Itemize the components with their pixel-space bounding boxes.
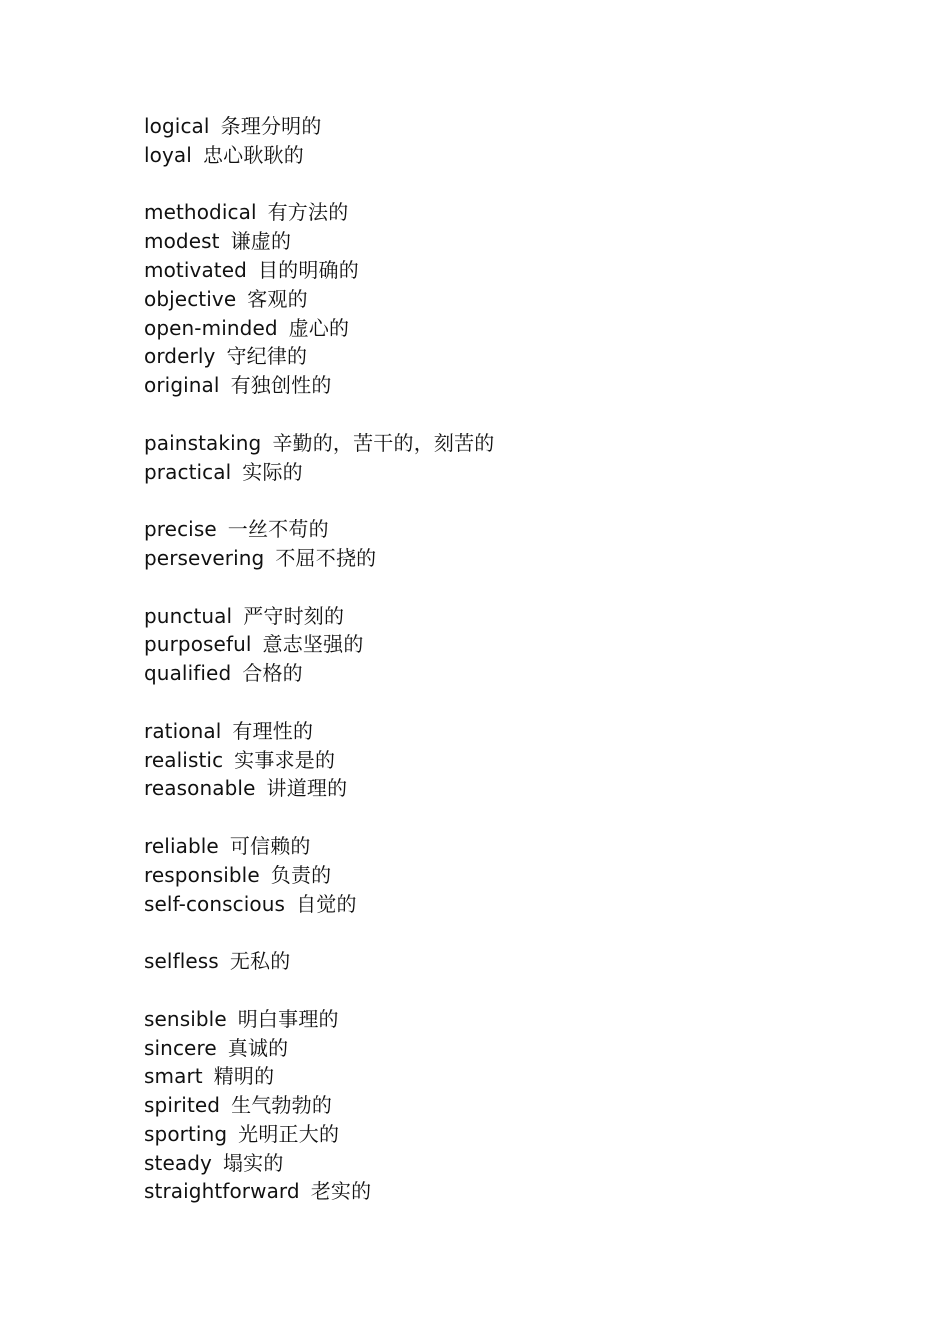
vocab-entry [144,832,844,861]
vocab-entry [144,890,844,919]
vocab-entry [144,746,844,775]
vocab-entry [144,1062,844,1091]
vocab-meaning: 谦虚的 [230,229,292,254]
vocab-term: original [144,373,220,398]
vocab-term: realistic [144,747,224,772]
vocab-entry [144,314,844,343]
entry-group-spacer [144,573,844,602]
vocab-term: self-conscious [144,891,286,916]
vocab-term: loyal [144,142,192,167]
vocab-term: modest [144,229,220,254]
vocab-meaning: 负责的 [270,862,332,887]
vocab-meaning: 有理性的 [232,718,314,743]
vocab-meaning: 虚心的 [288,315,350,340]
vocab-entry [144,1149,844,1178]
entry-group-spacer [144,400,844,429]
vocab-entry [144,256,844,285]
vocab-entry [144,544,844,573]
vocab-meaning: 目的明确的 [257,257,359,282]
vocab-term: smart [144,1064,203,1089]
vocab-entry [144,602,844,631]
vocab-entry [144,861,844,890]
vocab-term: responsible [144,862,260,887]
vocab-meaning: 光明正大的 [238,1121,340,1146]
vocab-term: selfless [144,949,219,974]
vocab-meaning: 老实的 [310,1179,372,1204]
vocab-entry [144,630,844,659]
vocab-entry [144,1005,844,1034]
vocab-meaning: 忠心耿耿的 [202,142,304,167]
vocab-meaning: 生气勃勃的 [231,1093,333,1118]
vocab-meaning: 不屈不挠的 [275,545,377,570]
vocab-term: orderly [144,344,216,369]
entry-group-spacer [144,803,844,832]
vocab-term: precise [144,517,217,542]
vocab-entry [144,1177,844,1206]
vocab-term: sporting [144,1121,228,1146]
vocab-entry [144,285,844,314]
vocabulary-list [144,112,844,1206]
vocab-entry [144,1091,844,1120]
vocab-entry [144,515,844,544]
vocab-term: qualified [144,661,232,686]
vocab-meaning: 自觉的 [296,891,357,916]
entry-group-spacer [144,688,844,717]
vocab-term: sensible [144,1006,227,1031]
vocab-meaning: 合格的 [242,661,303,686]
vocab-meaning: 意志坚强的 [262,632,364,657]
vocab-entry [144,429,844,458]
vocab-term: reliable [144,833,219,858]
vocab-entry [144,371,844,400]
vocab-term: persevering [144,545,265,570]
vocab-meaning: 严守时刻的 [243,603,345,628]
vocab-meaning: 明白事理的 [237,1006,339,1031]
vocab-term: purposeful [144,632,252,657]
vocab-entry [144,1120,844,1149]
vocab-entry [144,659,844,688]
vocab-term: methodical [144,200,257,225]
vocab-term: rational [144,718,222,743]
entry-group-spacer [144,170,844,199]
vocab-meaning: 守纪律的 [226,344,308,369]
vocab-entry [144,112,844,141]
vocab-term: sincere [144,1035,217,1060]
vocab-meaning: 实事求是的 [234,747,336,772]
vocab-meaning: 条理分明的 [220,114,322,138]
vocab-term: open-minded [144,315,278,340]
vocab-meaning: 讲道理的 [266,776,348,801]
vocab-term: painstaking [144,430,262,455]
vocab-meaning: 客观的 [247,286,308,311]
vocab-term: straightforward [144,1179,300,1204]
vocab-entry [144,1034,844,1063]
vocab-meaning: 有方法的 [267,200,349,225]
vocab-entry [144,774,844,803]
vocab-term: steady [144,1150,212,1175]
vocab-entry [144,342,844,371]
vocab-term: reasonable [144,776,256,801]
vocab-meaning: 实际的 [242,459,303,484]
vocab-entry [144,198,844,227]
vocab-term: objective [144,286,237,311]
vocab-meaning: 一丝不苟的 [227,517,329,542]
vocab-meaning: 真诚的 [227,1035,289,1060]
vocab-entry [144,141,844,170]
vocab-entry [144,717,844,746]
vocab-meaning: 精明的 [213,1064,275,1089]
vocab-meaning: 有独创性的 [230,373,332,398]
vocab-term: spirited [144,1093,221,1118]
vocab-term: motivated [144,257,247,282]
vocab-meaning: 塌实的 [222,1150,284,1175]
vocab-term: practical [144,459,232,484]
vocab-entry [144,458,844,487]
entry-group-spacer [144,918,844,947]
vocab-meaning: 无私的 [229,949,291,974]
vocab-meaning: 可信赖的 [229,833,311,858]
vocab-meaning: 辛勤的，苦干的，刻苦的 [272,430,495,455]
entry-group-spacer [144,976,844,1005]
vocab-entry [144,947,844,976]
vocab-term: logical [144,114,210,138]
entry-group-spacer [144,486,844,515]
vocab-term: punctual [144,603,233,628]
vocab-entry [144,227,844,256]
